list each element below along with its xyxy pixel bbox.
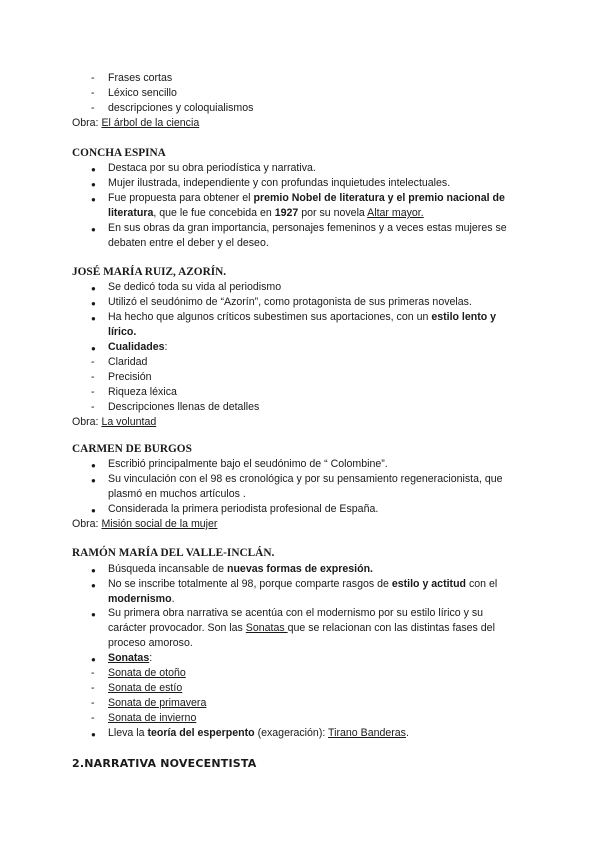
list-item: Sonata de invierno [108,712,197,724]
list-item: Sonatas: [108,652,153,664]
section-heading-valle-inclan: RAMÓN MARÍA DEL VALLE-INCLÁN. [72,547,275,559]
bullet-marker: ● [91,314,96,323]
novel-title: Tirano Banderas [328,727,406,739]
list-item: Sonata de estío [108,682,183,694]
obra-title: La voluntad [101,416,157,428]
dash-marker: - [91,401,95,413]
bullet-marker: ● [91,165,96,174]
list-item: Búsqueda incansable de nuevas formas de expresión. [108,563,374,575]
dash-marker: - [91,87,95,99]
list-item: Su vinculación con el 98 es cronológica y por su pensamiento regeneracionista, que [108,473,503,485]
bullet-marker: ● [91,284,96,293]
list-item: Descripciones llenas de detalles [108,401,260,413]
dash-marker: - [91,712,95,724]
obra-label: Obra: [72,416,99,428]
bullet-marker: ● [91,610,96,619]
list-item: Mujer ilustrada, independiente y con profundas inquietudes intelectuales. [108,177,451,189]
section-heading-azorin: JOSÉ MARÍA RUIZ, AZORÍN. [72,266,227,278]
dash-marker: - [91,72,95,84]
list-item: Utilizó el seudónimo de “Azorín”, como protagonista de sus primeras novelas. [108,296,472,308]
list-item: Se dedicó toda su vida al periodismo [108,281,282,293]
novel-title: Altar mayor. [367,207,424,219]
bullet-marker: ● [91,195,96,204]
list-item: descripciones y coloquialismos [108,102,254,114]
bullet-marker: ● [91,180,96,189]
dash-marker: - [91,682,95,694]
list-item-continuation: plasmó en muchos artículos . [108,488,246,500]
obra-line [72,517,217,532]
list-item: Sonata de otoño [108,667,186,679]
dash-marker: - [91,102,95,114]
list-item: Precisión [108,371,152,383]
bullet-marker: ● [91,344,96,353]
section-heading-concha-espina: CONCHA ESPINA [72,147,166,159]
list-item: Frases cortas [108,72,173,84]
list-item: No se inscribe totalmente al 98, porque comparte rasgos de estilo y actitud con el [108,578,498,590]
dash-marker: - [91,371,95,383]
bullet-marker: ● [91,581,96,590]
obra-label: Obra: [72,117,99,129]
list-item: Fue propuesta para obtener el premio Nobel de literatura y el premio nacional de [108,192,505,204]
obra-title: El árbol de la ciencia [101,117,200,129]
sonatas-link: Sonatas [245,622,288,634]
obra-title: Misión social de la mujer [101,518,218,530]
list-item: Destaca por su obra periodística y narrativa. [108,162,316,174]
section-heading-carmen-de-burgos: CARMEN DE BURGOS [72,443,192,455]
dash-marker: - [91,697,95,709]
bullet-marker: ● [91,566,96,575]
bullet-marker: ● [91,225,96,234]
section-heading-narrativa-novecentista: 2.NARRATIVA NOVECENTISTA [72,757,257,770]
list-item-continuation: modernismo. [108,593,175,605]
list-item-continuation: lírico. [108,326,137,338]
list-item: Cualidades: [108,341,168,353]
bullet-marker: ● [91,506,96,515]
list-item-continuation: carácter provocador. Son las Sonatas que se relacionan con las distintas fases del [108,622,495,634]
bullet-marker: ● [91,476,96,485]
list-item: Léxico sencillo [108,87,177,99]
list-item: Considerada la primera periodista profesional de España. [108,503,379,515]
bullet-marker: ● [91,730,96,739]
list-item-continuation: debaten entre el deber y el deseo. [108,237,269,249]
dash-marker: - [91,356,95,368]
obra-line [72,415,156,430]
list-item: Sonata de primavera [108,697,207,709]
list-item-continuation: proceso amoroso. [108,637,193,649]
dash-marker: - [91,386,95,398]
list-item-continuation: literatura, que le fue concebida en 1927 por su novela Altar mayor. [108,207,424,219]
list-item: Ha hecho que algunos críticos subestimen sus aportaciones, con un estilo lento y [108,311,497,323]
dash-marker: - [91,667,95,679]
list-item: Riqueza léxica [108,386,177,398]
list-item: Escribió principalmente bajo el seudónimo de “ Colombine”. [108,458,388,470]
list-item: En sus obras da gran importancia, personajes femeninos y a veces estas mujeres se [108,222,507,234]
list-item: Lleva la teoría del esperpento (exageración): Tirano Banderas. [108,727,409,739]
list-item: Claridad [108,356,148,368]
bullet-marker: ● [91,655,96,664]
obra-label: Obra: [72,518,99,530]
obra-line [72,116,199,131]
bullet-marker: ● [91,299,96,308]
bullet-marker: ● [91,461,96,470]
list-item: Su primera obra narrativa se acentúa con el modernismo por su estilo lírico y su [108,607,484,619]
